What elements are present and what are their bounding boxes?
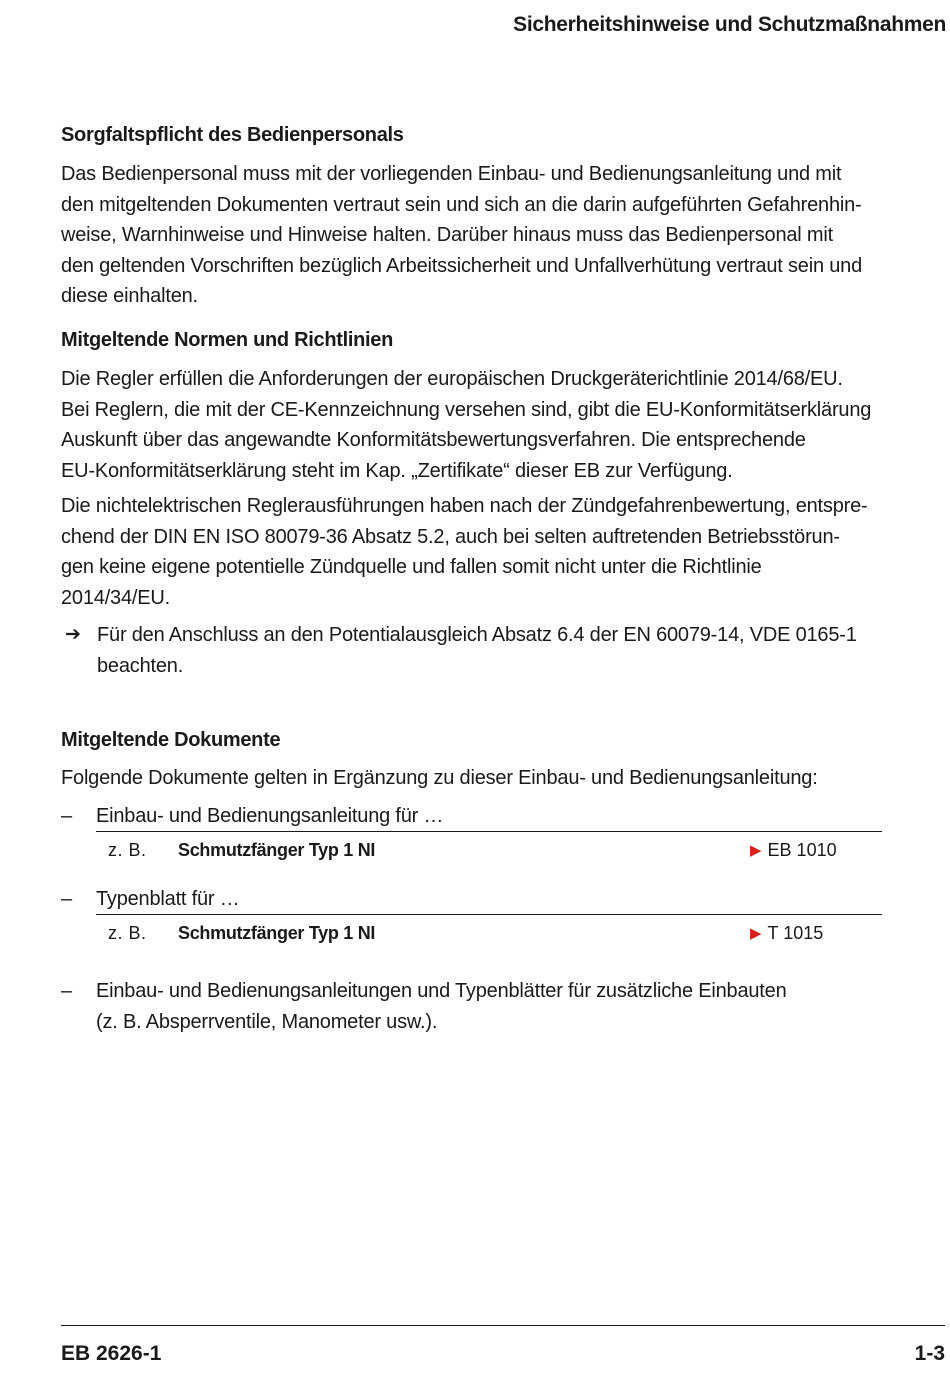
list-dash: – — [61, 805, 73, 827]
text-line: Bei Reglern, die mit der CE-Kennzeichnung versehen sind, gibt die EU-Konformitätserklärung — [61, 398, 872, 421]
document-reference — [750, 923, 823, 944]
divider — [96, 914, 882, 915]
heading-mitgeltende-dokumente: Mitgeltende Dokumente — [61, 729, 281, 751]
text-line: chend der DIN EN ISO 80079-36 Absatz 5.2, auch bei selten auftretenden Betriebsstörun- — [61, 525, 840, 548]
example-label: z. B. — [108, 840, 147, 860]
document-name: Schmutzfänger Typ 1 NI — [178, 923, 376, 943]
list-item-label: Typenblatt für … — [96, 888, 240, 910]
paragraph-dokumente-intro — [61, 763, 945, 794]
text-line: beachten. — [97, 654, 184, 677]
footer-page-number: 1-3 — [914, 1342, 945, 1365]
text-line: Folgende Dokumente gelten in Ergänzung zu dieser Einbau- und Bedienungsanleitung: — [61, 767, 818, 789]
document-name: Schmutzfänger Typ 1 NI — [178, 840, 376, 860]
text-line: gen keine eigene potentielle Zündquelle und fallen somit nicht unter die Richtlinie — [61, 556, 762, 578]
page-header-title: Sicherheitshinweise und Schutzmaßnahmen — [513, 13, 946, 36]
paragraph-zuendgefahrenbewertung — [61, 491, 945, 613]
list-item-label: Einbau- und Bedienungsanleitung für … — [96, 805, 444, 827]
text-line: EU-Konformitätserklärung steht im Kap. „Zertifikate“ dieser EB zur Verfügung. — [61, 459, 733, 482]
footer-document-number: EB 2626-1 — [61, 1342, 162, 1365]
document-reference-row — [96, 840, 882, 866]
reference-code: EB 1010 — [767, 840, 837, 860]
divider — [96, 831, 882, 832]
text-line: weise, Warnhinweise und Hinweise halten. Darüber hinaus muss das Bedienpersonal mit — [61, 224, 833, 246]
reference-code: T 1015 — [767, 923, 824, 943]
triangle-right-icon: ▶ — [750, 925, 762, 942]
text-line: Für den Anschluss an den Potentialausgleich Absatz 6.4 der EN 60079-14, VDE 0165-1 — [97, 624, 857, 646]
text-line: Auskunft über das angewandte Konformitätsbewertungsverfahren. Die entsprechende — [61, 429, 806, 451]
text-line: Das Bedienpersonal muss mit der vorliegenden Einbau- und Bedienungsanleitung und mit — [61, 163, 842, 185]
footer-divider — [61, 1325, 945, 1326]
document-reference — [750, 840, 837, 861]
text-line: Einbau- und Bedienungsanleitungen und Typenblätter für zusätzliche Einbauten — [96, 980, 787, 1002]
text-line: diese einhalten. — [61, 285, 198, 307]
text-line: (z. B. Absperrventile, Manometer usw.). — [96, 1010, 438, 1033]
arrow-right-icon: ➔ — [65, 624, 81, 645]
heading-sorgfaltspflicht: Sorgfaltspflicht des Bedienpersonals — [61, 124, 404, 146]
paragraph-druckgeraeterichtlinie — [61, 364, 945, 486]
list-dash: – — [61, 888, 73, 910]
text-line: Die nichtelektrischen Reglerausführungen haben nach der Zündgefahrenbewertung, entspre- — [61, 495, 868, 517]
text-line: Die Regler erfüllen die Anforderungen der europäischen Druckgeräterichtlinie 2014/68/EU. — [61, 368, 843, 390]
triangle-right-icon: ▶ — [750, 842, 762, 859]
paragraph-sorgfaltspflicht — [61, 159, 945, 312]
heading-normen-richtlinien: Mitgeltende Normen und Richtlinien — [61, 329, 394, 351]
text-line: 2014/34/EU. — [61, 586, 170, 609]
instruction-text — [97, 620, 857, 681]
text-line: den mitgeltenden Dokumenten vertraut sein und sich an die darin aufgeführten Gefahrenhin- — [61, 193, 862, 216]
text-line: den geltenden Vorschriften bezüglich Arbeitssicherheit und Unfallverhütung vertraut sein und — [61, 254, 863, 277]
document-reference-row — [96, 923, 882, 949]
list-item-text — [96, 976, 787, 1037]
list-dash: – — [61, 980, 73, 1002]
example-label: z. B. — [108, 923, 147, 943]
